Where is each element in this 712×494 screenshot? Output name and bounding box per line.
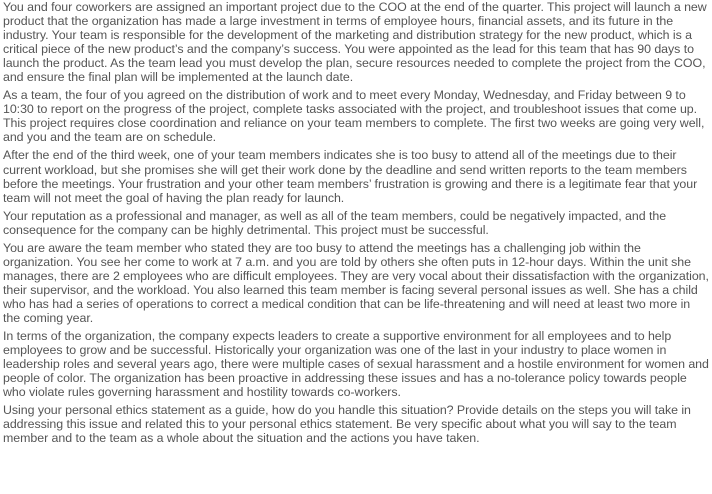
paragraph-reputation: Your reputation as a professional and manager, as well as all of the team members, could be negatively impacted, and the consequence for the company can be highly detrimental. This project must be successful. [3,208,667,237]
paragraph-team-agreement: As a team, the four of you agreed on the distribution of work and to meet every Monday, Wednesday, and Friday between 9 to 10:30 to report on the progress of the project, complete tasks associated with the project, and troubleshoot issues that come up. This project requires close coordination and reliance on your team members to complete. The first two weeks are going very well, and you and the team are on schedule. [3,88,705,145]
paragraph-question: Using your personal ethics statement as a guide, how do you handle this situation? Provide details on the steps you will take in addressing this issue and related this to your personal ethics statement. Be very specific about what you will say to the team member and to the team as a whole about the situation and the actions you have taken. [3,403,691,446]
paragraph-project-intro: You and four coworkers are assigned an important project due to the COO at the end of the quarter. This project will launch a new product that the organization has made a large investment in terms of employee hours, financial assets, and its future in the industry. Your team is responsible for the development of the marketing and distribution strategy for the new product, which is a critical piece of the new product’s and the company’s success. You were appointed as the lead for this team that has 90 days to launch the product. As the team lead you must develop the plan, secure resources needed to complete the project from the COO, and ensure the final plan will be implemented at the launch date. [3,0,707,85]
paragraph-third-week: After the end of the third week, one of your team members indicates she is too busy to attend all of the meetings due to their current workload, but she promises she will get their work done by the deadline and send written reports to the team members before the meetings. Your frustration and your other team members’ frustration is growing and there is a legitimate fear that your team will not meet the goal of having the plan ready for launch. [3,148,698,205]
paragraph-organization: In terms of the organization, the company expects leaders to create a supportive environment for all employees and to help employees to grow and be successful. Historically your organization was one of the last in your industry to place women in leadership roles and several years ago, there were multiple cases of sexual harassment and a hostile environment for women and people of color. The organization has been proactive in addressing these issues and has a no-tolerance policy towards people who violate rules governing harassment and hostility towards co-workers. [3,329,709,400]
paragraph-team-member-context: You are aware the team member who stated they are too busy to attend the meetings has a challenging job within the organization. You see her come to work at 7 a.m. and you are told by others she often puts in 12-hour days. Within the unit she manages, there are 2 employees who are difficult employees. They are very vocal about their dissatisfaction with the organization, their supervisor, and the workload. You also learned this team member is facing several personal issues as well. She has a child who has had a series of operations to correct a medical condition that can be life-threatening and will need at least two more in the coming year. [3,240,709,325]
